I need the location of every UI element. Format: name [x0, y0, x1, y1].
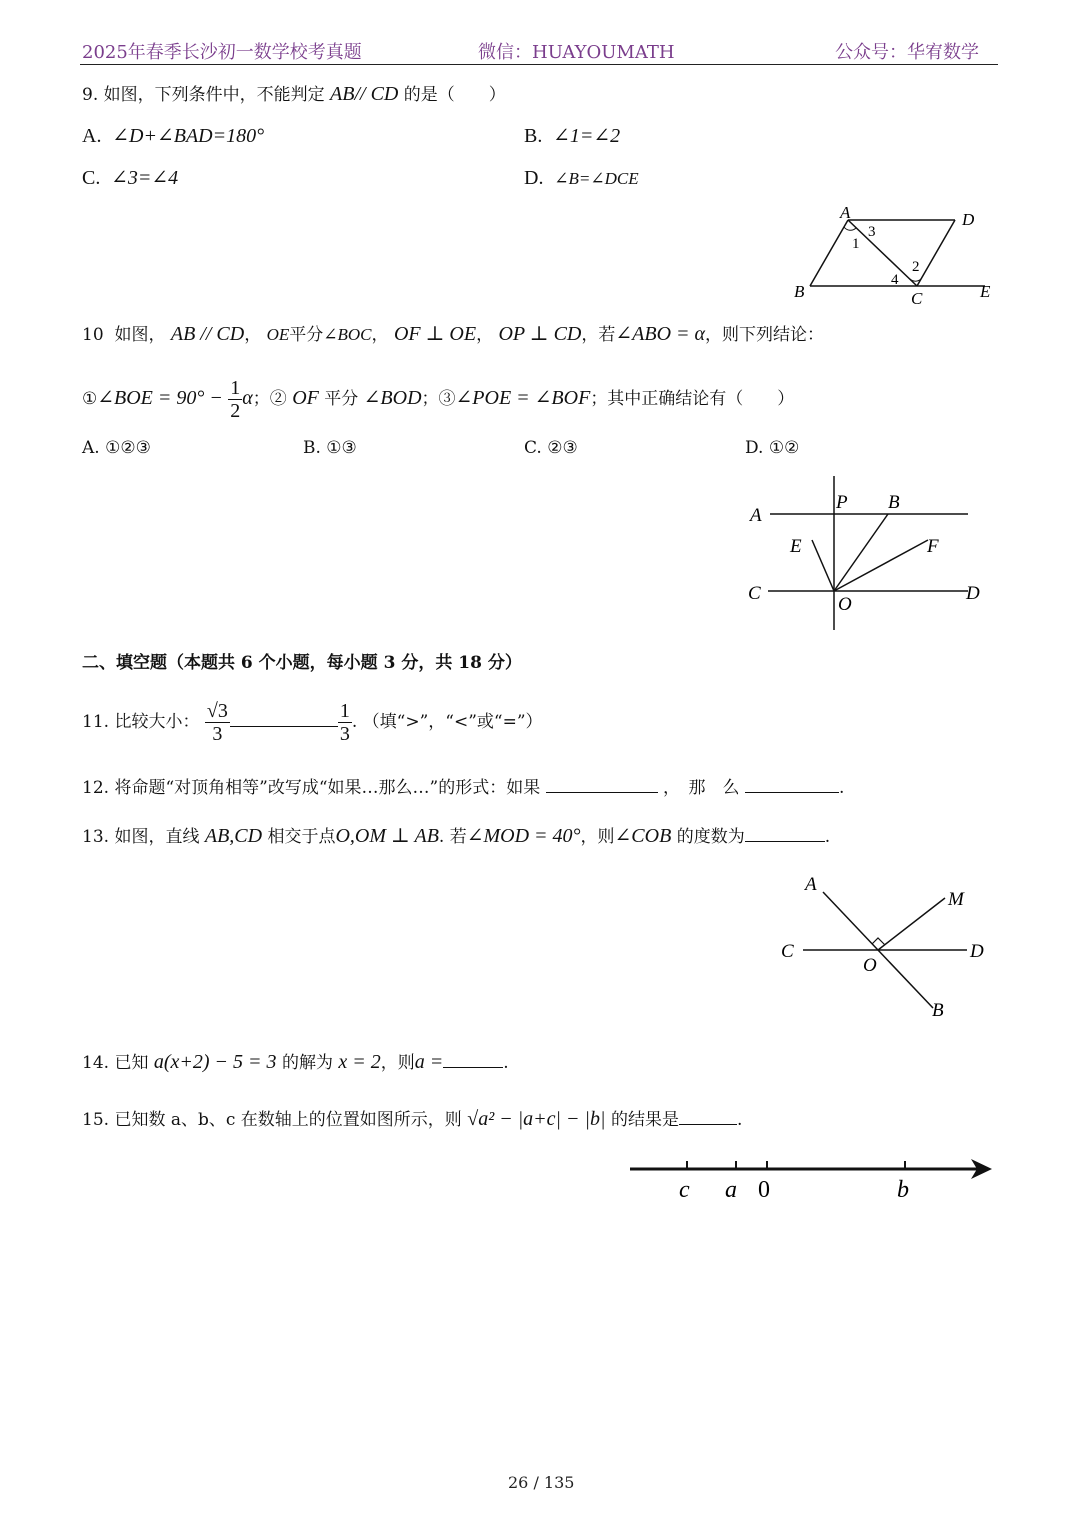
q11-f2-den: 3 — [339, 723, 350, 745]
q13-label-B: B — [932, 1000, 944, 1021]
q15-answer-blank[interactable] — [679, 1106, 737, 1125]
q10-option-d[interactable]: D. ①② — [745, 438, 800, 458]
q10-text-6: ，若 — [581, 325, 616, 345]
q10-c1-expr: ∠BOE = 90° − — [97, 387, 223, 409]
q15-text-end: . — [736, 1110, 743, 1130]
q10-text-1: 如图， — [114, 325, 166, 345]
q11-text: 比较大小： — [114, 712, 200, 732]
q9-text: 如图，下列条件中，不能判定 — [103, 85, 325, 105]
q14-expr-3: a = — [414, 1051, 444, 1073]
q10-c2-text: 平分 — [324, 389, 359, 409]
q9-label-1: 1 — [852, 236, 860, 252]
q12-text-end: . — [838, 778, 845, 798]
q13-answer-blank[interactable] — [745, 823, 825, 842]
q12-text: 将命题“对顶角相等”改写成“如果…那么…”的形式：如果 — [114, 778, 541, 798]
q10-expr-4: OF ⊥ OE — [393, 323, 477, 345]
q13-expr-4: ∠COB — [614, 825, 672, 847]
q11-f2-num: 1 — [339, 700, 350, 722]
header-rule — [80, 64, 998, 65]
q9-option-c[interactable] — [82, 166, 178, 191]
q10-c1-alpha: α — [242, 387, 253, 409]
q12-text-2: ， 那 么 — [663, 778, 740, 798]
q10-number: 10 — [82, 325, 104, 345]
q14-text-3: ，则 — [380, 1053, 415, 1073]
q9-label-C: C — [911, 289, 923, 308]
q13-label-A: A — [805, 874, 817, 895]
q10-expr-1: AB // CD — [170, 323, 245, 345]
q9-label-B: B — [794, 282, 805, 301]
header-center: 微信：HUAYOUMATH — [478, 42, 675, 63]
q9-figure — [780, 198, 1010, 310]
q9-option-c-text: ∠3=∠4 — [111, 167, 179, 189]
q10-option-c[interactable]: C. ②③ — [524, 438, 578, 458]
q9-option-b[interactable] — [524, 124, 620, 149]
q14-number: 14. — [82, 1053, 110, 1073]
q13-label-C: C — [781, 941, 794, 962]
q11-number: 11. — [82, 712, 110, 732]
q9-option-d-text: ∠B=∠DCE — [554, 169, 639, 188]
q9-label-E: E — [980, 282, 991, 301]
numline-label-c: c — [679, 1177, 690, 1203]
q10-label-D: D — [966, 583, 980, 604]
q13-expr-2: O,OM ⊥ AB — [335, 825, 439, 847]
q10-label-P: P — [836, 492, 848, 513]
q12-then-blank[interactable] — [745, 774, 839, 793]
q9-label-A: A — [840, 203, 851, 222]
q9-label-D: D — [962, 210, 975, 229]
q13-text-4: ，则 — [580, 827, 615, 847]
q15-expr: √a² − |a+c| − |b| — [467, 1108, 606, 1130]
q10-c1-num: 1 — [230, 377, 241, 399]
q13-figure — [775, 870, 1000, 1025]
q10-c2-angle: ∠BOD — [363, 387, 422, 409]
q11-answer-blank[interactable] — [230, 708, 338, 727]
q9-stem — [82, 82, 506, 107]
q10-option-a[interactable]: A. ①②③ — [82, 438, 151, 458]
q11-f1-num: √3 — [206, 700, 228, 722]
q10-expr-5: OP ⊥ CD — [498, 323, 582, 345]
q15-number: 15. — [82, 1110, 110, 1130]
q12-if-blank[interactable] — [546, 774, 658, 793]
q10-text-3: 平分 — [289, 325, 324, 345]
q13-stem — [82, 823, 830, 849]
q10-text-2: ， — [244, 325, 262, 345]
header-right: 公众号：华宥数学 — [835, 42, 979, 63]
q10-label-A: A — [750, 505, 762, 526]
q10-c3-mark: ；③ — [421, 389, 456, 409]
numline-label-a: a — [725, 1177, 737, 1203]
q9-option-a-label: A. — [82, 125, 102, 147]
q11-text-end: . （填“>”，“<”或“=”） — [351, 712, 543, 732]
q9-option-d[interactable] — [524, 166, 639, 191]
q9-option-d-label: D. — [524, 167, 544, 189]
q13-text-3: . 若 — [438, 827, 467, 847]
q10-label-B: B — [888, 492, 900, 513]
q14-expr-2: x = 2 — [338, 1051, 381, 1073]
numline-label-zero: 0 — [758, 1177, 770, 1203]
q9-number: 9. — [82, 85, 99, 105]
q9-label-2: 2 — [912, 259, 920, 275]
q10-option-b[interactable]: B. ①③ — [303, 438, 357, 458]
q13-expr-3: ∠MOD = 40° — [466, 825, 581, 847]
q10-c1-fraction — [228, 377, 242, 422]
q11-fraction-2 — [338, 700, 352, 745]
q13-text-end: . — [824, 827, 831, 847]
q14-text-1: 已知 — [114, 1053, 149, 1073]
section-2-title: 二、填空题（本题共 6 个小题，每小题 3 分，共 18 分） — [82, 653, 522, 673]
q14-expr-1: a(x+2) − 5 = 3 — [153, 1051, 277, 1073]
q9-label-4: 4 — [891, 272, 899, 288]
q10-text-7: ，则下列结论： — [705, 325, 825, 345]
q11-fraction-1 — [205, 700, 230, 745]
q10-c3-expr: ∠POE = ∠BOF — [455, 387, 591, 409]
q15-number-line — [625, 1152, 1000, 1207]
q12-number: 12. — [82, 778, 110, 798]
q9-option-b-label: B. — [524, 125, 543, 147]
q14-text-end: . — [503, 1053, 509, 1073]
q13-label-M: M — [948, 889, 964, 910]
q13-expr-1: AB,CD — [204, 825, 263, 847]
q14-text-2: 的解为 — [281, 1053, 333, 1073]
q13-label-D: D — [970, 941, 984, 962]
q10-text-4: ， — [371, 325, 389, 345]
q15-text-1: 已知数 a、b、c 在数轴上的位置如图所示，则 — [114, 1110, 462, 1130]
q10-c1-den: 2 — [230, 400, 241, 422]
q9-option-c-label: C. — [82, 167, 101, 189]
q10-stem — [82, 322, 824, 347]
q9-option-a-text: ∠D+∠BAD=180° — [112, 125, 265, 147]
q9-expr: AB// CD — [330, 83, 399, 105]
q15-stem — [82, 1106, 742, 1132]
q15-text-2: 的结果是 — [610, 1110, 679, 1130]
q13-text-2: 相交于点 — [267, 827, 336, 847]
q13-label-O: O — [863, 955, 877, 976]
q10-expr-3: ∠BOC — [323, 325, 372, 344]
q10-label-O: O — [838, 594, 852, 615]
q10-label-C: C — [748, 583, 761, 604]
page-number: 26 / 135 — [508, 1473, 575, 1492]
q13-number: 13. — [82, 827, 110, 847]
q10-c2-mark: ；② — [252, 389, 287, 409]
q12-stem — [82, 774, 844, 800]
header-left: 2025年春季长沙初一数学校考真题 — [82, 42, 362, 63]
q10-expr-2: OE — [266, 325, 290, 344]
q9-option-b-text: ∠1=∠2 — [553, 125, 621, 147]
q14-answer-blank[interactable] — [443, 1049, 503, 1068]
q10-label-E: E — [790, 536, 802, 557]
q10-expr-6: ∠ABO = α — [615, 323, 706, 345]
q10-figure — [740, 470, 1000, 635]
q9-label-3: 3 — [868, 224, 876, 240]
q11-stem — [82, 696, 543, 748]
q13-text-1: 如图，直线 — [114, 827, 200, 847]
q14-stem — [82, 1049, 509, 1075]
q10-conclusions — [82, 374, 794, 423]
q9-option-a[interactable] — [82, 124, 264, 149]
q10-label-F: F — [927, 536, 939, 557]
q10-c2-expr: OF — [292, 387, 319, 409]
q10-text-5: ， — [476, 325, 494, 345]
q13-text-5: 的度数为 — [676, 827, 745, 847]
q9-text-end: 的是（ ） — [403, 85, 506, 105]
q10-c1-mark: ① — [82, 389, 98, 409]
q11-f1-den: 3 — [212, 723, 223, 745]
q10-c3-text: ；其中正确结论有（ ） — [590, 389, 795, 409]
numline-label-b: b — [897, 1177, 909, 1203]
